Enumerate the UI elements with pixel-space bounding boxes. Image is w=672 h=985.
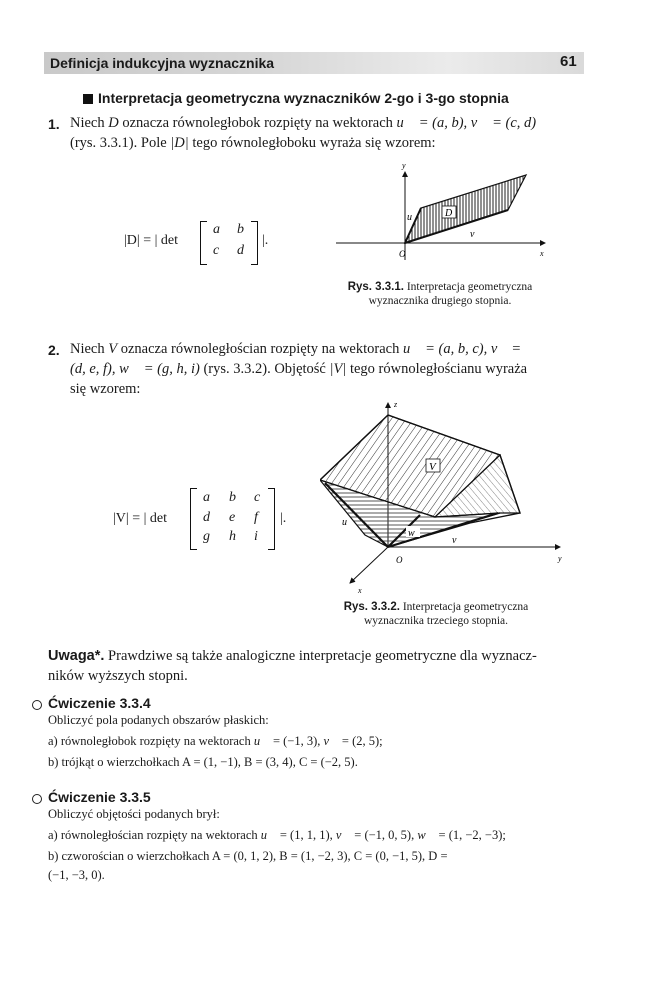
matrix2-cell: e: [229, 510, 236, 525]
exercise-335-title: Ćwiczenie 3.3.5: [48, 789, 151, 805]
label-u: u⃗: [407, 212, 420, 223]
exercise-335-b-line2: (−1, −3, 0).: [48, 868, 105, 882]
formula1-rhs: |.: [262, 233, 269, 248]
figure1-caption: Rys. 3.3.1. Interpretacja geometryczna wyznacznika drugiego stopnia.: [347, 281, 533, 307]
item1-line1: Niech D oznacza równoległobok rozpięty na wektorach u⃗ = (a, b), v⃗ = (c, d): [70, 115, 537, 131]
matrix2-cell: f: [254, 510, 258, 525]
matrix2-cell: i: [254, 529, 258, 544]
figure-parallelepiped: [320, 395, 580, 595]
matrix2-cell: c: [254, 490, 261, 505]
matrix2-cell: g: [203, 529, 210, 544]
matrix1-cell: d: [237, 243, 244, 258]
x-axis: [350, 547, 388, 583]
matrix2-cell: d: [203, 510, 210, 525]
exercise-335-a: a) równoległościan rozpięty na wektorach u⃗ = (1, 1, 1), v⃗ = (−1, 0, 5), w⃗ = (1, −2, −3);: [48, 828, 506, 842]
item2-line2: (d, e, f), w⃗ = (g, h, i) (rys. 3.3.2). Objętość |V| tego równoległościanu wyraża: [70, 361, 528, 377]
item2-line3: się wzorem:: [70, 381, 141, 397]
label-V: V: [429, 461, 436, 473]
label-z: z: [394, 400, 398, 409]
formula2-rhs: |.: [280, 511, 287, 526]
exercise-circle-icon: [32, 794, 42, 804]
page-number: 61: [560, 53, 577, 70]
label-x-axis: x: [358, 586, 362, 595]
item2-number: 2.: [48, 342, 60, 358]
matrix2-cell: b: [229, 490, 236, 505]
matrix2-bracket-left: [190, 488, 197, 550]
label-y-axis: y: [558, 554, 562, 563]
exercise-335-intro: Obliczyć objętości podanych brył:: [48, 807, 220, 821]
figure-parallelogram: [330, 160, 560, 270]
matrix2-cell: h: [229, 529, 236, 544]
remark-line2: ników wyższych stopni.: [48, 668, 188, 684]
matrix1-bracket-right: [251, 221, 258, 265]
remark-line1: Uwaga*. Prawdziwe są także analogiczne interpretacje geometryczne dla wyznacz-: [48, 648, 537, 664]
exercise-334-a: a) równoległobok rozpięty na wektorach u⃗ = (−1, 3), v⃗ = (2, 5);: [48, 734, 383, 748]
item1-number: 1.: [48, 116, 60, 132]
item1-line2: (rys. 3.3.1). Pole |D| tego równoległoboku wyraża się wzorem:: [70, 135, 436, 151]
matrix1-cell: a: [213, 222, 220, 237]
matrix2-bracket-right: [268, 488, 275, 550]
exercise-334-intro: Obliczyć pola podanych obszarów płaskich:: [48, 713, 269, 727]
label-x: x: [540, 249, 544, 258]
formula2-lhs: |V| = | det: [113, 511, 168, 526]
section-bullet: [83, 94, 93, 104]
exercise-334-b: b) trójkąt o wierzchołkach A = (1, −1), B = (3, 4), C = (−2, 5).: [48, 755, 358, 769]
label-y: y: [402, 161, 406, 170]
label-w: w⃗: [408, 528, 423, 539]
figure2-caption: Rys. 3.3.2. Interpretacja geometryczna wyznacznika trzeciego stopnia.: [343, 601, 529, 627]
exercise-335-b-line1: b) czworościan o wierzchołkach A = (0, 1, 2), B = (1, −2, 3), C = (0, −1, 5), D =: [48, 849, 448, 863]
exercise-334-title: Ćwiczenie 3.3.4: [48, 695, 151, 711]
matrix1-bracket-left: [200, 221, 207, 265]
label-origin: O: [399, 249, 406, 259]
item2-line1: Niech V oznacza równoległościan rozpięty na wektorach u⃗ = (a, b, c), v⃗ =: [70, 341, 521, 357]
matrix1-cell: b: [237, 222, 244, 237]
matrix1-cell: c: [213, 243, 220, 258]
label-u: u⃗: [342, 517, 355, 528]
matrix2-cell: a: [203, 490, 210, 505]
parallelogram-d: [405, 175, 526, 243]
section-title: Interpretacja geometryczna wyznaczników 2-go i 3-go stopnia: [98, 90, 509, 106]
label-v: v⃗: [452, 535, 465, 546]
formula1-lhs: |D| = | det: [124, 233, 179, 248]
exercise-circle-icon: [32, 700, 42, 710]
label-origin: O: [396, 555, 403, 565]
header-title: Definicja indukcyjna wyznacznika: [50, 55, 275, 71]
label-v: v⃗: [470, 229, 483, 240]
label-d: D: [445, 208, 453, 219]
